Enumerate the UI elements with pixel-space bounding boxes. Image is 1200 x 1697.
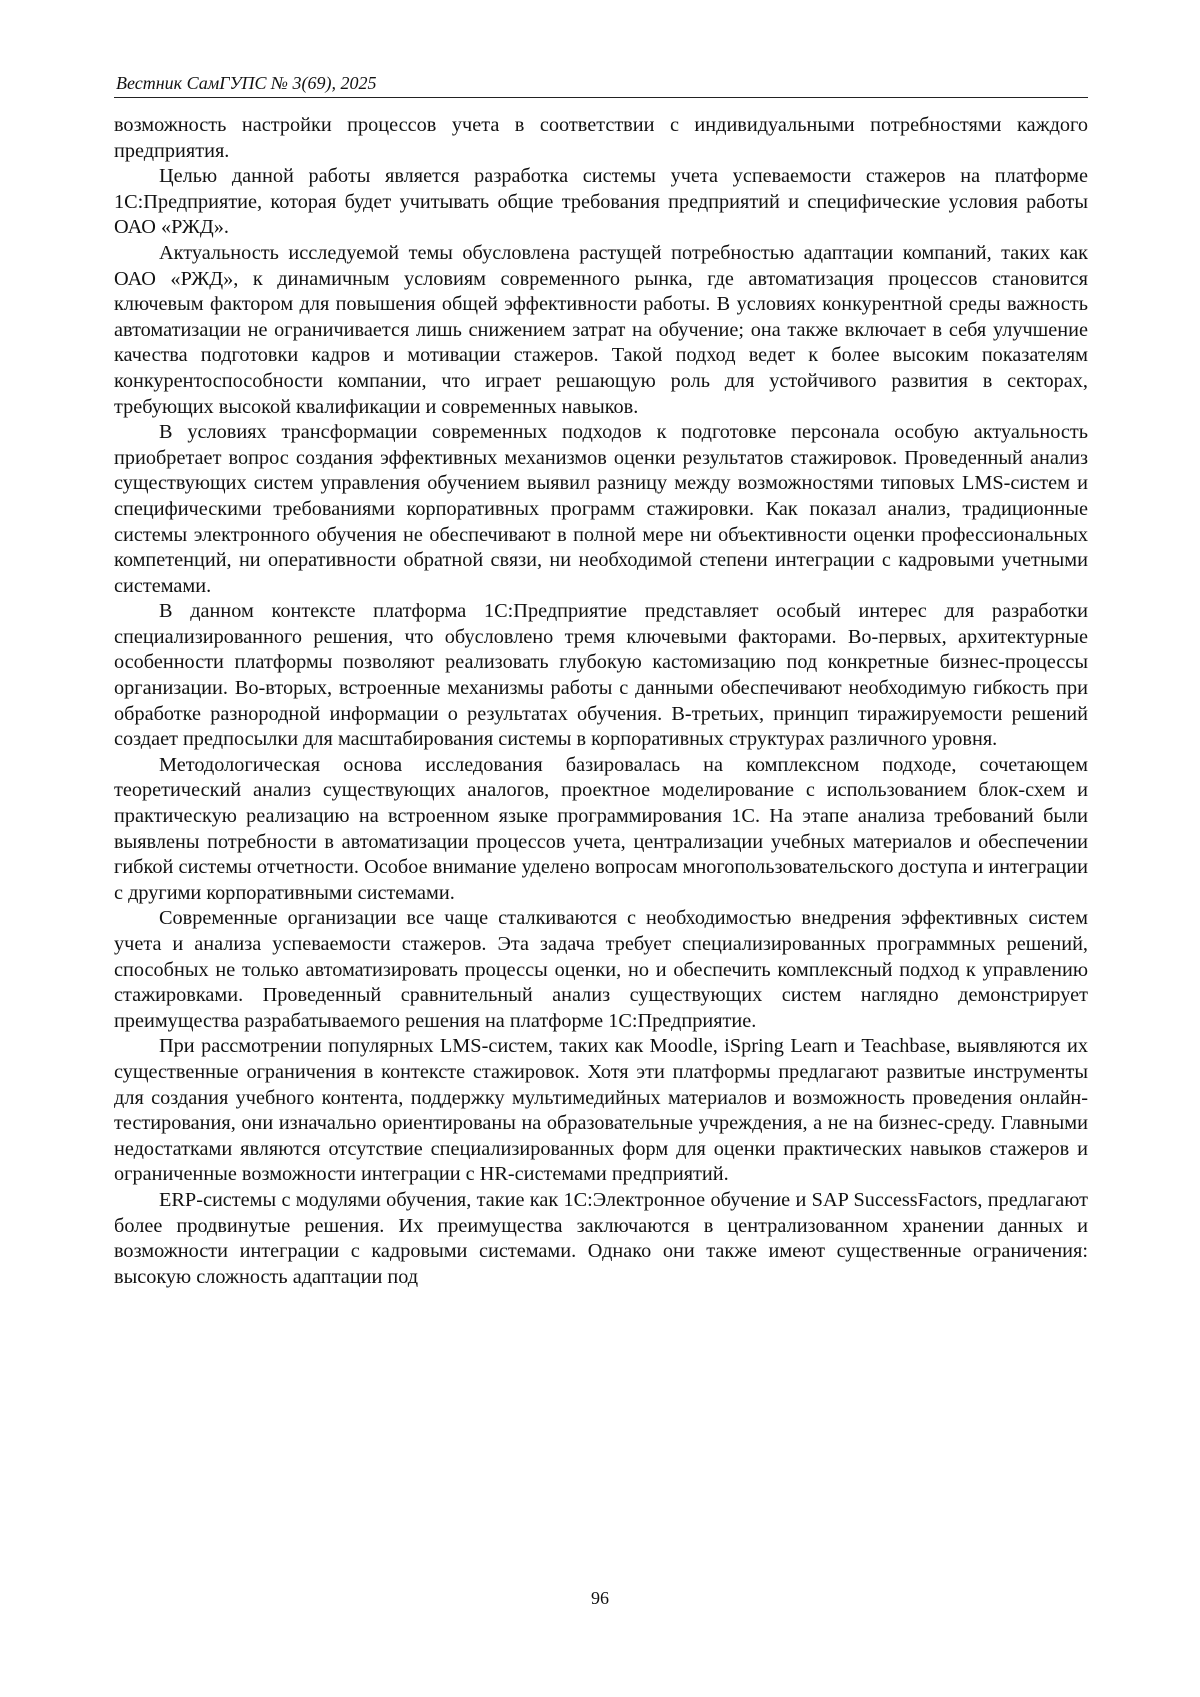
page-number: 96 bbox=[591, 1588, 609, 1608]
paragraph-relevance: Актуальность исследуемой темы обусловлена растущей потребностью адаптации компаний, таких как ОАО «РЖД», к динамичным условиям современного рынка, где автоматизация процессов становится ключевым фактором для повышения общей эффективности работы. В условиях конкурентной среды важность автоматизации не ограничивается лишь снижением затрат на обучение; она также включает в себя улучшение качества подготовки кадров и мотивации стажеров. Такой подход ведет к более высоким показателям конкурентоспособности компании, что играет решающую роль для устойчивого развития в секторах, требующих высокой квалификации и современных навыков. bbox=[114, 241, 1088, 418]
paragraph-transformation: В условиях трансформации современных подходов к подготовке персонала особую актуальность приобретает вопрос создания эффективных механизмов оценки результатов стажировок. Проведенный анализ существующих систем управления обучением выявил разницу между возможностями типовых LMS-систем и специфическими требованиями корпоративных программ стажировки. Как показал анализ, традиционные системы электронного обучения не обеспечивают в полной мере ни объективности оценки профессиональных компетенций, ни оперативности обратной связи, ни необходимой степени интеграции с кадровыми учетными системами. bbox=[114, 421, 1088, 597]
article-body bbox=[114, 113, 1088, 1290]
paragraph-modern-organizations: Современные организации все чаще сталкиваются с необходимостью внедрения эффективных систем учета и анализа успеваемости стажеров. Эта задача требует специализированных программных решений, способных не только автоматизировать процессы оценки, но и обеспечить комплексный подход к управлению стажировками. Проведенный сравнительный анализ существующих систем наглядно демонстрирует преимущества разрабатываемого решения на платформе 1С:Предприятие. bbox=[114, 907, 1088, 1032]
paragraph-erp-systems: ERP-системы с модулями обучения, такие как 1С:Электронное обучение и SAP SuccessFactors, предлагают более продвинутые решения. Их преимущества заключаются в централизованном хранении данных и возможности интеграции с кадровыми системами. Однако они также имеют существенные ограничения: высокую сложность адаптации под bbox=[114, 1188, 1088, 1288]
header-rule bbox=[114, 97, 1088, 98]
paragraph-continuation: возможность настройки процессов учета в соответствии с индивидуальными потребностями каждого предприятия. bbox=[114, 114, 1088, 162]
paragraph-methodology: Методологическая основа исследования базировалась на комплексном подходе, сочетающем теоретический анализ существующих аналогов, проектное моделирование с использованием блок-схем и практическую реализацию на встроенном языке программирования 1С. На этапе анализа требований были выявлены потребности в автоматизации процессов учета, централизации учебных материалов и обеспечении гибкой системы отчетности. Особое внимание уделено вопросам многопользовательского доступа и интеграции с другими корпоративными системами. bbox=[114, 753, 1088, 904]
paragraph-goal: Целью данной работы является разработка системы учета успеваемости стажеров на платформе 1С:Предприятие, которая будет учитывать общие требования предприятий и специфические условия работы ОАО «РЖД». bbox=[114, 165, 1088, 239]
paragraph-lms-systems: При рассмотрении популярных LMS-систем, таких как Moodle, iSpring Learn и Teachbase, выявляются их существенные ограничения в контексте стажировок. Хотя эти платформы предлагают развитые инструменты для создания учебного контента, поддержку мультимедийных материалов и возможность проведения онлайн-тестирования, они изначально ориентированы на образовательные учреждения, а не на бизнес-среду. Главными недостатками являются отсутствие специализированных форм для оценки практических навыков стажеров и ограниченные возможности интеграции с HR-системами предприятий. bbox=[114, 1035, 1088, 1186]
running-header: Вестник СамГУПС № 3(69), 2025 bbox=[116, 73, 377, 93]
paragraph-platform-context: В данном контексте платформа 1С:Предприятие представляет особый интерес для разработки специализированного решения, что обусловлено тремя ключевыми факторами. Во-первых, архитектурные особенности платформы позволяют реализовать глубокую кастомизацию под конкретные бизнес-процессы организации. Во-вторых, встроенные механизмы работы с данными обеспечивают необходимую гибкость при обработке разнородной информации о результатах обучения. В-третьих, принцип тиражируемости решений создает предпосылки для масштабирования системы в корпоративных структурах различного уровня. bbox=[114, 600, 1088, 751]
